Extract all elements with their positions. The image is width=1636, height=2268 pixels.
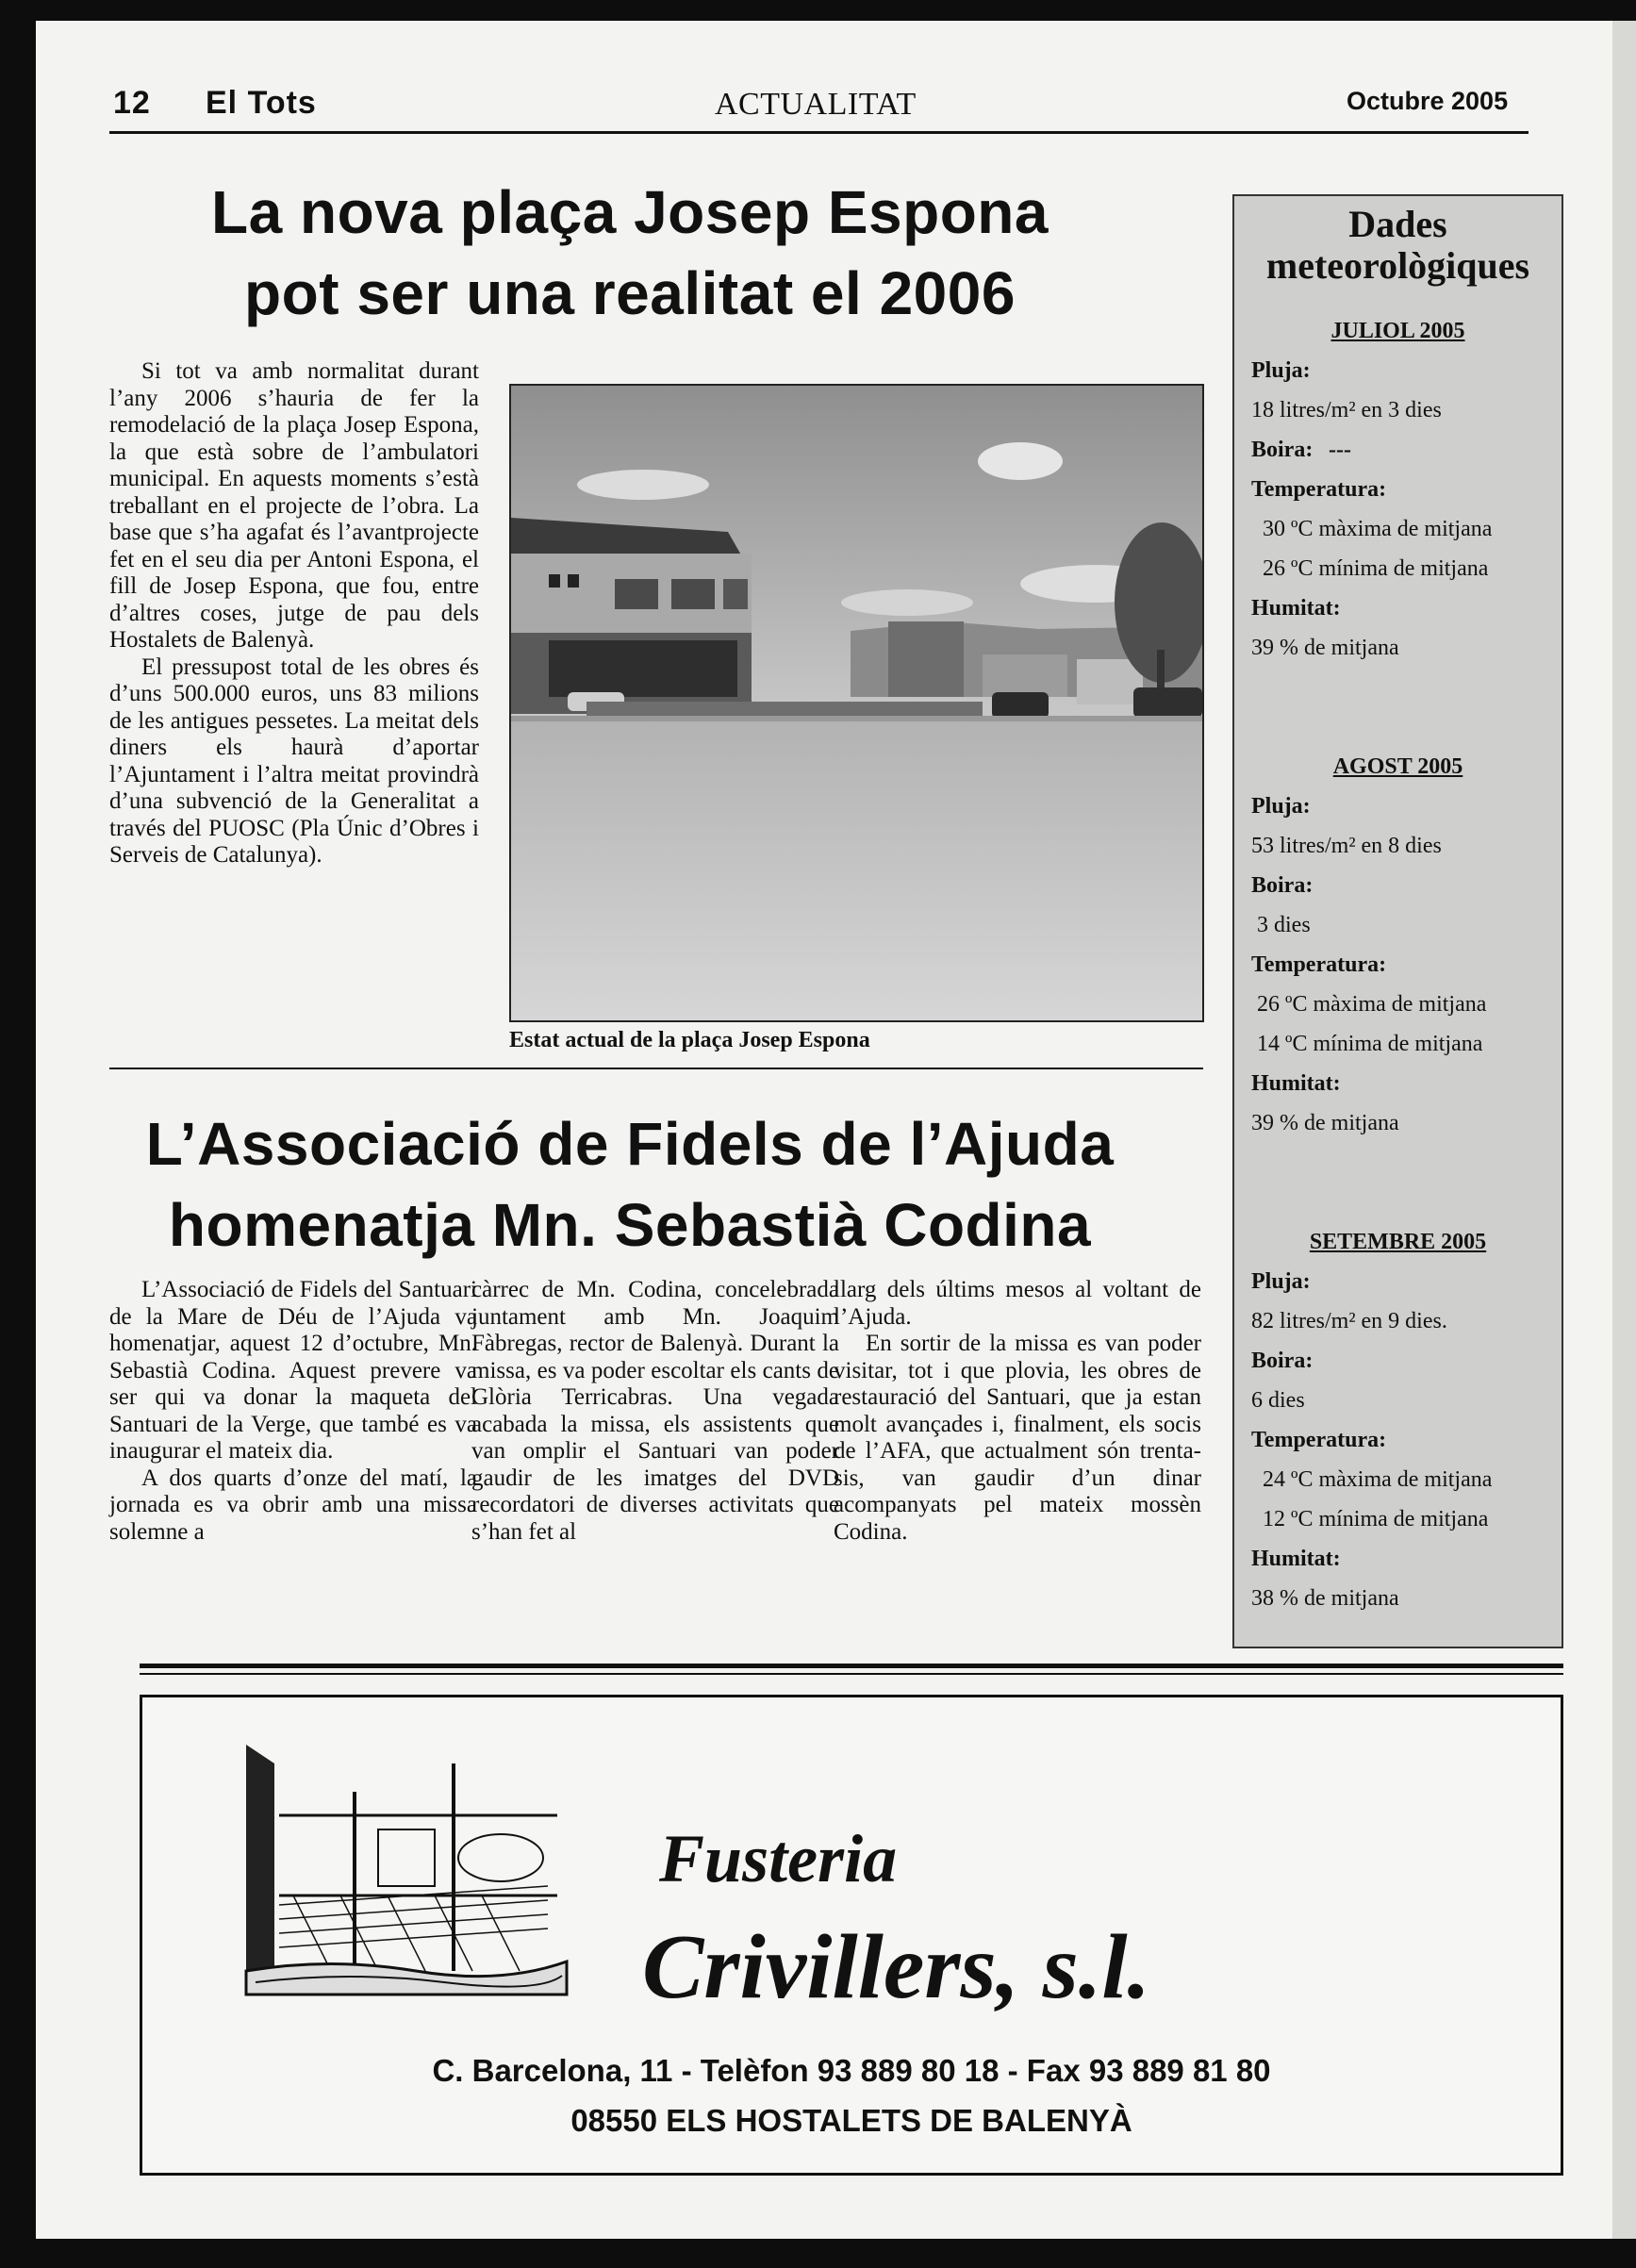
publication-name: El Tots (206, 85, 317, 121)
ad-top-rule-thin (140, 1673, 1563, 1675)
temperature-min: 12 ºC mínima de mitjana (1263, 1507, 1489, 1531)
ad-brand-line1: Fusteria (659, 1821, 898, 1896)
temperature-label: Temperatura: (1251, 1428, 1387, 1452)
rain-label: Pluja: (1251, 1269, 1311, 1294)
rain-label: Pluja: (1251, 358, 1311, 383)
rain-value: 82 litres/m² en 9 dies. (1251, 1309, 1447, 1333)
ad-address: C. Barcelona, 11 - Telèfon 93 889 80 18 - Fax 93 889 81 80 (432, 2053, 1271, 2088)
article2-paragraph: A dos quarts d’onze del matí, la jornada es va obrir amb una missa solemne a (109, 1465, 477, 1545)
weather-title-line1: Dades (1348, 203, 1447, 245)
weather-month-july: JULIOL 2005 (1330, 319, 1465, 343)
ad-city: 08550 ELS HOSTALETS DE BALENYÀ (570, 2103, 1132, 2138)
temperature-max: 30 ºC màxima de mitjana (1263, 517, 1493, 541)
article2-headline-line1: L’Associació de Fidels de l’Ajuda (145, 1110, 1115, 1178)
rain-label: Pluja: (1251, 794, 1311, 819)
section-title: ACTUALITAT (715, 87, 917, 122)
humidity-label: Humitat: (1251, 596, 1341, 621)
article2-paragraph: En sortir de la missa es van poder visitar, tot i que plovia, les obres de restauració del Santuari, que ja estan molt avançades i, finalment, els socis de l’AFA, que actualment són trenta-sis, van gaudir d’un dinar acompanyats pel mateix mossèn Codina. (834, 1331, 1201, 1545)
fog-value: 3 dies (1257, 913, 1311, 937)
humidity-label: Humitat: (1251, 1547, 1341, 1571)
rain-value: 18 litres/m² en 3 dies (1251, 398, 1442, 422)
article2-paragraph: càrrec de Mn. Codina, concelebrada juntament amb Mn. Joaquim Fàbregas, rector de Balenyà. Durant la missa, es va poder escoltar els cants de Glòria Terricabras. Una vegada acabada la missa, els assistents que van omplir el Santuari van poder gaudir de les imatges del DVD recordatori de diverses activitats que s’han fet al (471, 1277, 839, 1545)
temperature-max: 24 ºC màxima de mitjana (1263, 1467, 1493, 1492)
humidity-value: 39 % de mitjana (1251, 1111, 1399, 1135)
temperature-max: 26 ºC màxima de mitjana (1257, 992, 1487, 1017)
temperature-min: 26 ºC mínima de mitjana (1263, 556, 1489, 581)
newspaper-page (36, 21, 1612, 2239)
article1-headline-line2: pot ser una realitat el 2006 (244, 259, 1016, 327)
advertisement-fusteria (140, 1695, 1563, 2176)
fog-label: Boira: (1251, 438, 1314, 462)
weather-data-box (1232, 194, 1563, 1648)
page-number: 12 (113, 85, 151, 121)
article1-paragraph: El pressupost total de les obres és d’uns 500.000 euros, uns 83 milions de les antigues pessetes. La meitat dels diners els haurà d’aportar l’Ajuntament i l’altra meitat provindrà d’una subvenció de la Generalitat a través del PUOSC (Pla Únic d’Obres i Serveis de Catalunya). (109, 654, 479, 868)
weather-title-line2: meteorològiques (1265, 244, 1530, 287)
ad-brand-line2: Crivillers, s.l. (642, 1916, 1151, 2018)
issue-date: Octubre 2005 (1347, 87, 1509, 115)
page-edge (1612, 21, 1636, 2239)
temperature-min: 14 ºC mínima de mitjana (1257, 1032, 1483, 1056)
carpentry-illustration-icon (237, 1735, 576, 1999)
photo-caption: Estat actual de la plaça Josep Espona (509, 1028, 870, 1052)
fog-value: --- (1329, 438, 1351, 462)
temperature-label: Temperatura: (1251, 952, 1387, 977)
article2-headline (102, 1103, 1158, 1266)
humidity-value: 38 % de mitjana (1251, 1586, 1399, 1611)
fog-label: Boira: (1251, 1349, 1314, 1373)
weather-month-september: SETEMBRE 2005 (1309, 1230, 1487, 1254)
humidity-label: Humitat: (1251, 1071, 1341, 1096)
article2-paragraph: L’Associació de Fidels del Santuari de la Mare de Déu de l’Ajuda va homenatjar, aquest 12 d’octubre, Mn. Sebastià Codina. Aquest prevere va ser qui va donar la maqueta del Santuari de la Verge, que també es va inaugurar el mateix dia. (109, 1277, 477, 1464)
fog-label: Boira: (1251, 873, 1314, 898)
plaza-photo (509, 384, 1204, 1022)
article-separator (109, 1068, 1203, 1069)
fog-value: 6 dies (1251, 1388, 1305, 1413)
article2-column-3 (834, 1277, 1201, 1546)
article1-body (109, 358, 479, 869)
article2-column-1 (109, 1277, 477, 1546)
weather-month-august: AGOST 2005 (1332, 754, 1463, 779)
header-rule (109, 131, 1529, 134)
ad-top-rule (140, 1664, 1563, 1668)
weather-title (1234, 204, 1562, 287)
rain-value: 53 litres/m² en 8 dies (1251, 834, 1442, 858)
humidity-value: 39 % de mitjana (1251, 636, 1399, 660)
article2-column-2 (471, 1277, 839, 1546)
article1-headline (102, 172, 1158, 334)
article1-paragraph: Si tot va amb normalitat durant l’any 2006 s’hauria de fer la remodelació de la plaça Josep Espona, la que està sobre de l’ambulatori municipal. En aquests moments s’està treballant en el projecte de l’obra. La base que s’ha agafat és l’avantprojecte fet en el seu dia per Antoni Espona, el fill de Josep Espona, que fou, entre d’altres coses, jutge de pau dels Hostalets de Balenyà. (109, 358, 479, 653)
article1-headline-line1: La nova plaça Josep Espona (211, 178, 1049, 246)
article2-paragraph: llarg dels últims mesos al voltant de l’Ajuda. (834, 1277, 1201, 1330)
temperature-label: Temperatura: (1251, 477, 1387, 502)
article2-headline-line2: homenatja Mn. Sebastià Codina (168, 1191, 1092, 1259)
